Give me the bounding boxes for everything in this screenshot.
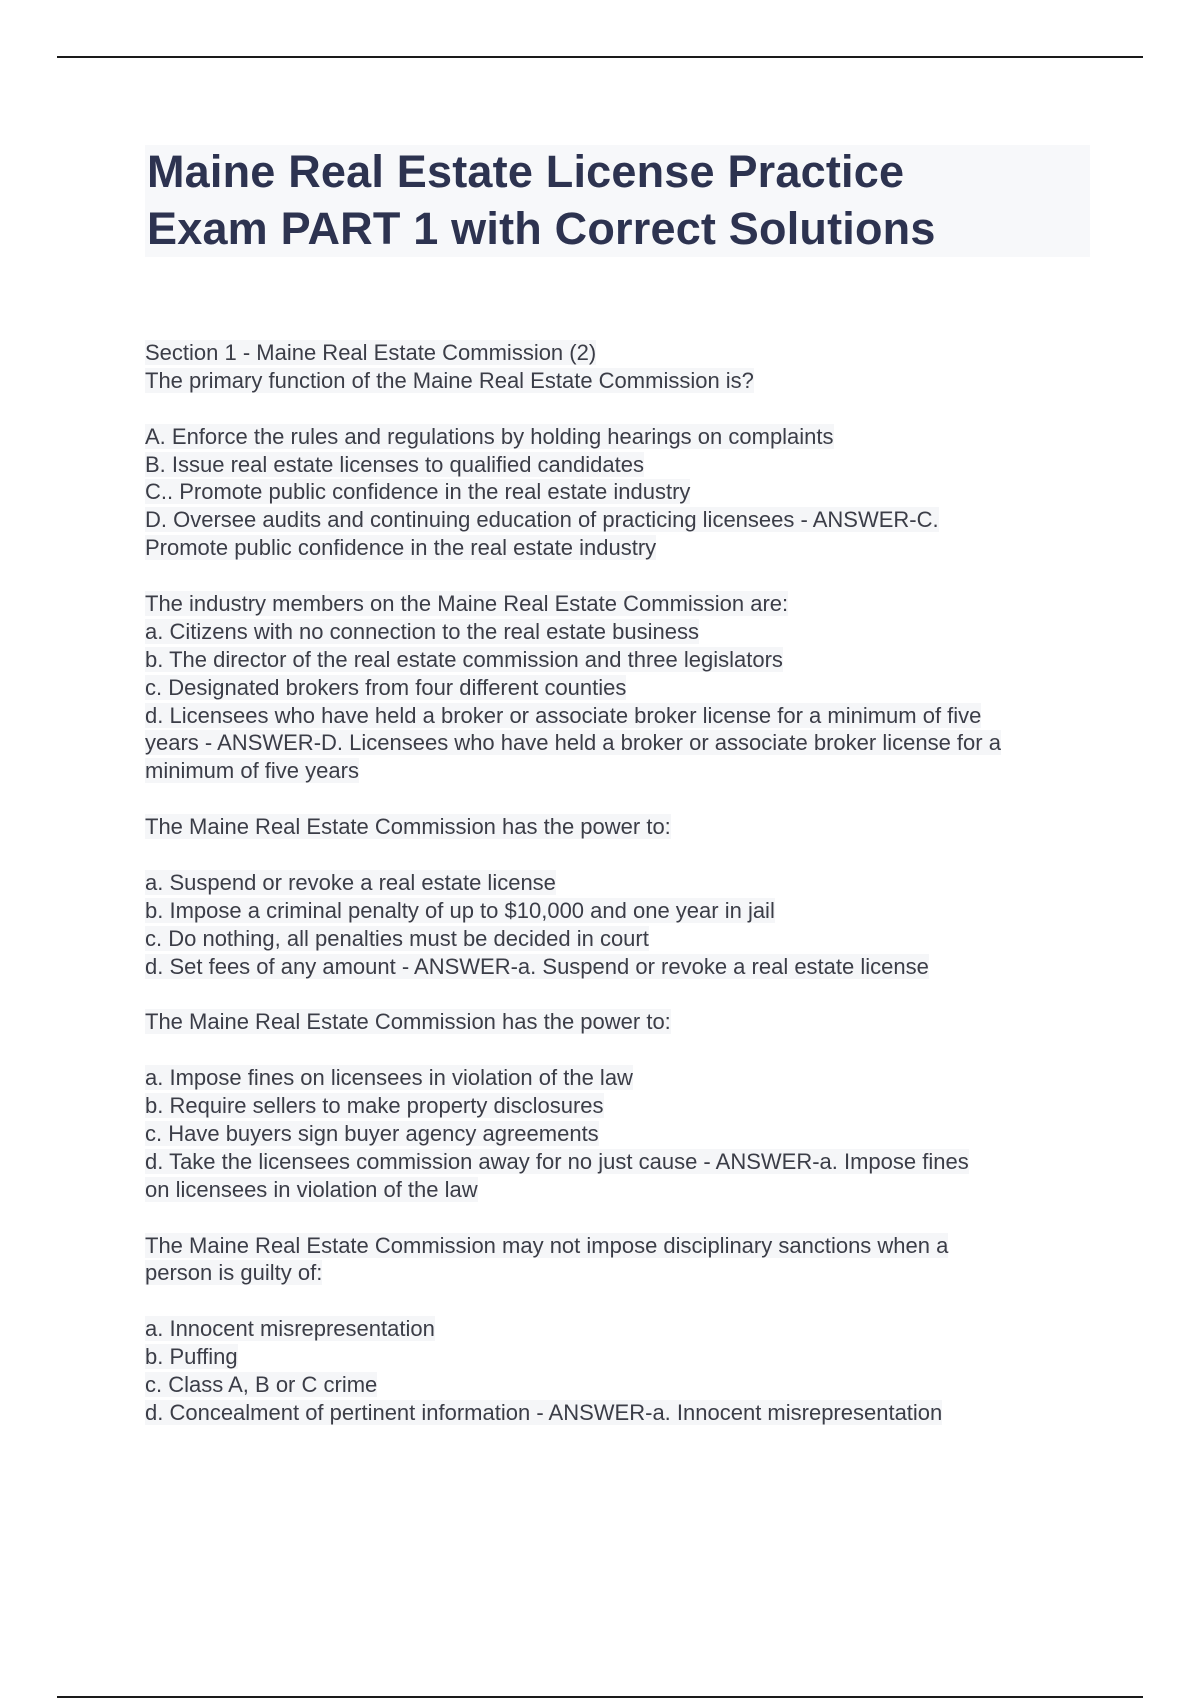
text-line-content: d. Licensees who have held a broker or associate broker license for a minimum of five (145, 702, 982, 728)
text-line (145, 729, 1090, 757)
text-line-content: C.. Promote public confidence in the real estate industry (145, 479, 691, 505)
blank-line (145, 980, 1090, 1008)
text-line-content: The Maine Real Estate Commission may not impose disciplinary sanctions when a (145, 1232, 949, 1258)
text-line (145, 925, 1090, 953)
text-line (145, 869, 1090, 897)
text-line (145, 1064, 1090, 1092)
text-line (145, 897, 1090, 925)
blank-line (145, 395, 1090, 423)
text-line (145, 339, 1090, 367)
text-line-content: b. Puffing (145, 1344, 238, 1370)
text-line-content: c. Have buyers sign buyer agency agreements (145, 1120, 599, 1146)
blank-line (145, 1204, 1090, 1232)
text-line-content: The Maine Real Estate Commission has the power to: (145, 1009, 671, 1035)
text-line-content: A. Enforce the rules and regulations by holding hearings on complaints (145, 423, 834, 449)
text-line (145, 534, 1090, 562)
text-line (145, 1371, 1090, 1399)
text-line (145, 590, 1090, 618)
text-line (145, 1315, 1090, 1343)
text-line (145, 1343, 1090, 1371)
text-line (145, 757, 1090, 785)
text-line (145, 506, 1090, 534)
text-line (145, 813, 1090, 841)
text-line (145, 646, 1090, 674)
text-line-content: The Maine Real Estate Commission has the power to: (145, 814, 671, 840)
text-line (145, 674, 1090, 702)
text-line-content: Section 1 - Maine Real Estate Commission (2) (145, 340, 597, 365)
text-line-content: B. Issue real estate licenses to qualified candidates (145, 451, 644, 477)
text-line-content: b. Impose a criminal penalty of up to $10,000 and one year in jail (145, 897, 775, 923)
text-line-content: d. Concealment of pertinent information - ANSWER-a. Innocent misrepresentation (145, 1399, 943, 1425)
text-line (145, 367, 1090, 395)
blank-line (145, 785, 1090, 813)
text-line-content: on licensees in violation of the law (145, 1176, 478, 1202)
text-line-content: a. Innocent misrepresentation (145, 1316, 435, 1342)
text-line-content: a. Impose fines on licensees in violation of the law (145, 1065, 633, 1091)
text-line-content: d. Take the licensees commission away for no just cause - ANSWER-a. Impose fines (145, 1148, 969, 1174)
top-rule (57, 56, 1143, 58)
text-line (145, 1232, 1090, 1260)
text-line-content: years - ANSWER-D. Licensees who have held a broker or associate broker license for a (145, 730, 1001, 756)
text-line-content: a. Citizens with no connection to the real estate business (145, 618, 699, 644)
text-line-content: The primary function of the Maine Real Estate Commission is? (145, 367, 754, 393)
bottom-rule (57, 1696, 1143, 1698)
text-line (145, 1176, 1090, 1204)
text-line-content: D. Oversee audits and continuing education of practicing licensees - ANSWER-C. (145, 507, 939, 533)
text-line-content: c. Do nothing, all penalties must be decided in court (145, 925, 649, 951)
text-line-content: b. Require sellers to make property disclosures (145, 1093, 604, 1119)
text-line (145, 1259, 1090, 1287)
text-line (145, 423, 1090, 451)
title-line-2: Exam PART 1 with Correct Solutions (147, 203, 936, 254)
text-line-content: c. Designated brokers from four different counties (145, 674, 627, 700)
text-line (145, 1092, 1090, 1120)
text-line-content: person is guilty of: (145, 1260, 323, 1286)
document-body (145, 339, 1090, 1427)
text-line (145, 702, 1090, 730)
text-line (145, 451, 1090, 479)
text-line (145, 1148, 1090, 1176)
text-line-content: a. Suspend or revoke a real estate license (145, 869, 556, 895)
document-title (147, 143, 1087, 257)
text-line-content: d. Set fees of any amount - ANSWER-a. Suspend or revoke a real estate license (145, 953, 929, 979)
text-line (145, 953, 1090, 981)
blank-line (145, 562, 1090, 590)
text-line (145, 618, 1090, 646)
text-line (145, 1120, 1090, 1148)
blank-line (145, 841, 1090, 869)
title-line-1: Maine Real Estate License Practice (147, 146, 905, 197)
text-line-content: The industry members on the Maine Real Estate Commission are: (145, 591, 789, 617)
text-line-content: b. The director of the real estate commission and three legislators (145, 646, 783, 672)
text-line (145, 1008, 1090, 1036)
text-line-content: c. Class A, B or C crime (145, 1371, 378, 1397)
blank-line (145, 1287, 1090, 1315)
text-line (145, 478, 1090, 506)
text-line-content: minimum of five years (145, 758, 359, 784)
blank-line (145, 1036, 1090, 1064)
text-line (145, 1399, 1090, 1427)
text-line-content: Promote public confidence in the real estate industry (145, 535, 657, 561)
